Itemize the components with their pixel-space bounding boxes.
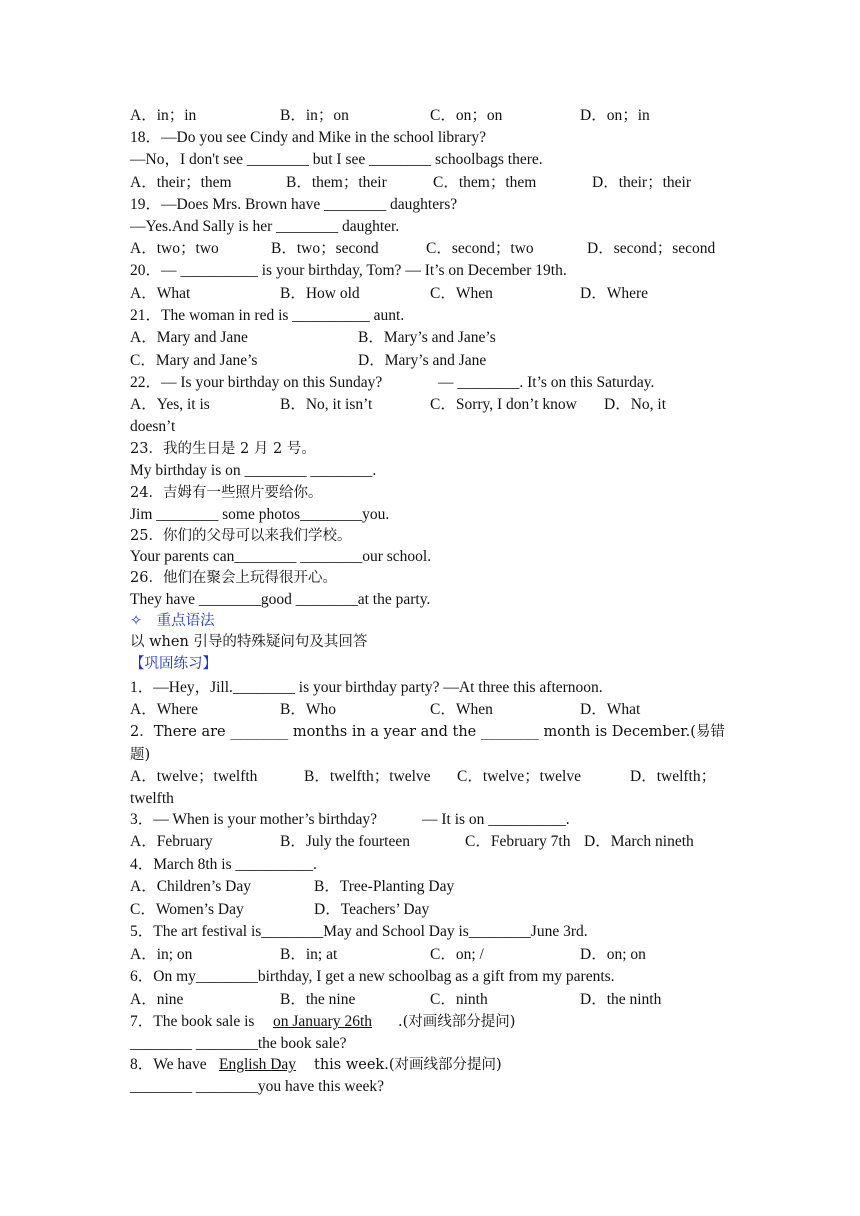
text-segment: They have ________good ________at the party. [130,591,431,608]
text-segment: doesn’t [130,418,176,435]
text-segment: 24．吉姆有一些照片要给你。 [130,485,323,501]
text-segment: C．February 7th [465,833,571,850]
text-segment: twelfth [130,790,174,807]
text-segment: 6．On my________birthday, I get a new schoolbag as a gift from my parents. [130,968,615,985]
text-segment: Your parents can________ ________our school. [130,548,432,565]
text-segment: D．Where [580,285,648,302]
text-segment: 26．他们在聚会上玩得很开心。 [130,570,337,586]
text-segment: C．on; / [430,946,484,963]
text-segment: C．on；on [430,107,503,124]
text-segment: English Day [219,1056,297,1073]
text-segment: A．Mary and Jane [130,329,248,346]
text-segment: 2．There are ________ months in a year and the ________ month is December.(易错 [130,724,725,740]
text-segment: D．What [580,701,641,718]
text-segment: .(对画线部分提问) [398,1014,516,1030]
text-segment: D．No, it [604,396,667,413]
text-segment: A．February [130,833,213,850]
text-segment: 1．—Hey，Jill.________ is your birthday party? —At three this afternoon. [130,679,603,696]
text-segment: 18．—Do you see Cindy and Mike in the school library? [130,129,487,146]
text-segment: ✧ 重点语法 [130,613,215,629]
text-segment: B．July the fourteen [280,833,411,850]
text-segment: B．Mary’s and Jane’s [358,329,496,346]
text-segment: A．in；in [130,107,197,124]
text-segment: B．the nine [280,991,356,1008]
text-segment: 5．The art festival is________May and School Day is________June 3rd. [130,923,588,940]
text-segment: A．their；them [130,174,232,191]
text-segment: C．Women’s Day [130,901,244,918]
text-segment: D．Teachers’ Day [314,901,430,918]
text-segment: —No，I don't see ________ but I see ________ schoolbags there. [130,151,543,168]
text-segment: ________ ________you have this week? [130,1078,384,1095]
text-segment: D．Mary’s and Jane [358,352,487,369]
text-segment: C．Sorry, I don’t know [430,396,577,413]
text-segment: 21．The woman in red is __________ aunt. [130,307,405,324]
text-segment: B．Tree-Planting Day [314,878,455,895]
text-segment: B．them；their [286,174,387,191]
text-segment: A．Children’s Day [130,878,251,895]
text-segment: A．two；two [130,240,219,257]
text-segment: 22．— Is your birthday on this Sunday? [130,374,383,391]
text-segment: C．Mary and Jane’s [130,352,258,369]
text-segment: 23．我的生日是 2 月 2 号。 [130,441,316,457]
text-segment: this week.(对画线部分提问) [314,1057,502,1073]
text-segment: 【巩固练习】 [130,656,217,672]
text-segment: B．in；on [280,107,349,124]
text-segment: B．Who [280,701,336,718]
text-segment: C．second；two [426,240,534,257]
text-segment: D．on; on [580,946,646,963]
text-segment: My birthday is on ________ ________. [130,462,377,479]
text-segment: D．the ninth [580,991,662,1008]
text-segment: A．twelve；twelfth [130,768,258,785]
text-segment: 8．We have [130,1056,207,1073]
text-segment: D．their；their [592,174,692,191]
text-segment: 以 when 引导的特殊疑问句及其回答 [130,634,368,650]
text-segment: C．ninth [430,991,488,1008]
text-segment: D．second；second [587,240,716,257]
text-segment: 4．March 8th is __________. [130,856,317,873]
text-segment: A．Where [130,701,198,718]
text-segment: C．twelve；twelve [457,768,581,785]
text-segment: 题) [130,747,151,763]
text-segment: 25．你们的父母可以来我们学校。 [130,528,352,544]
text-segment: C．When [430,701,493,718]
text-segment: B．How old [280,285,360,302]
text-segment: C．When [430,285,493,302]
text-segment: on January 26th [273,1013,373,1030]
text-segment: —Yes.And Sally is her ________ daughter. [130,218,400,235]
text-segment: 19．—Does Mrs. Brown have ________ daughters? [130,196,458,213]
text-segment: A．Yes, it is [130,396,210,413]
text-segment: 3．— When is your mother’s birthday? [130,811,377,828]
text-segment: — It is on __________. [422,811,570,828]
text-segment: B．No, it isn’t [280,396,373,413]
text-segment: B．in; at [280,946,338,963]
text-segment: B．twelfth；twelve [304,768,431,785]
text-segment: A．in; on [130,946,193,963]
text-segment: D．twelfth； [630,768,717,785]
text-segment: Jim ________ some photos________you. [130,506,390,523]
text-segment: ________ ________the book sale? [130,1035,347,1052]
text-segment: C．them；them [433,174,537,191]
text-segment: A．nine [130,991,184,1008]
text-segment: 7．The book sale is [130,1013,255,1030]
text-segment: A．What [130,285,191,302]
text-segment: B．two；second [271,240,379,257]
text-segment: 20．— __________ is your birthday, Tom? — It’s on December 19th. [130,262,567,279]
text-segment: D．on；in [580,107,650,124]
text-segment: — ________. It’s on this Saturday. [438,374,655,391]
text-segment: D．March nineth [584,833,694,850]
